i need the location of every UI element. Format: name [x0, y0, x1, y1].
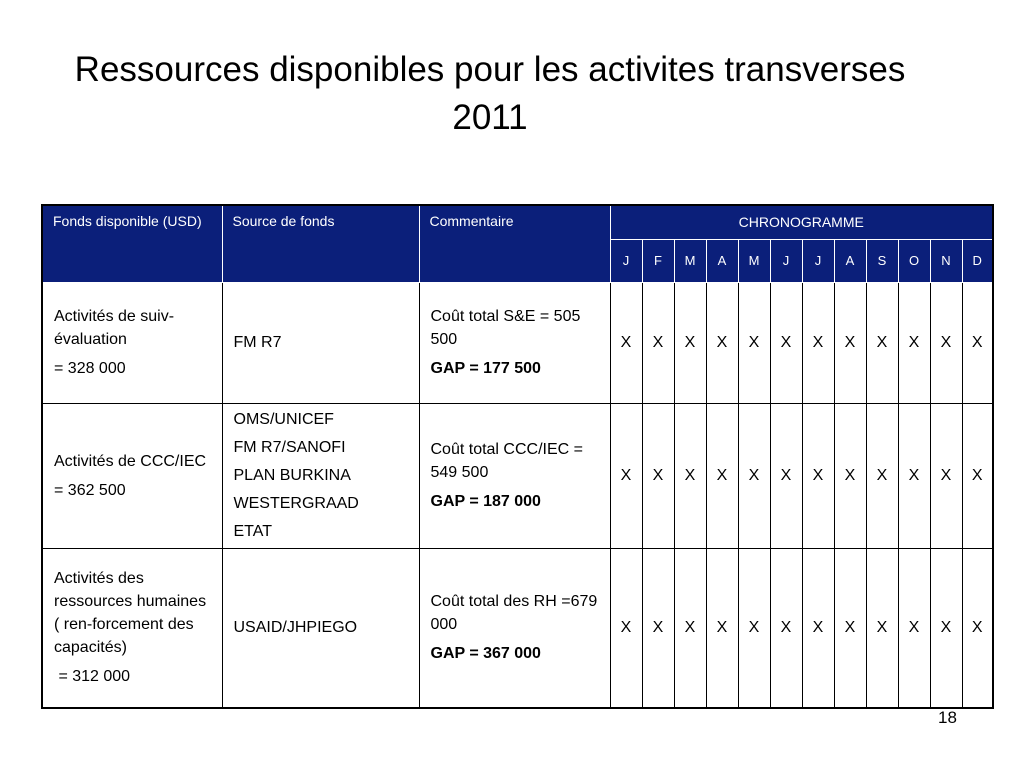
gap-value: GAP = 367 000: [430, 645, 541, 663]
month-mark: X: [770, 548, 802, 708]
source-cell: [222, 403, 419, 548]
month-mark: X: [866, 282, 898, 403]
comment-cell: [419, 548, 610, 708]
month-mark: X: [898, 282, 930, 403]
month-mark: X: [898, 548, 930, 708]
comment-cell: [419, 282, 610, 403]
table-row: [42, 282, 993, 403]
comment-text: Coût total des RH =679 000: [430, 593, 598, 634]
month-mark: X: [642, 403, 674, 548]
header-fonds: Fonds disponible (USD): [42, 205, 222, 282]
month-mark: X: [962, 403, 993, 548]
fonds-cell: [42, 548, 222, 708]
month-mark: X: [962, 282, 993, 403]
month-mark: X: [834, 282, 866, 403]
month-mark: X: [898, 403, 930, 548]
comment-text: Coût total S&E = 505 500: [430, 308, 581, 348]
source-item: USAID/JHPIEGO: [233, 619, 358, 637]
month-mark: X: [866, 548, 898, 708]
month-mark: X: [642, 282, 674, 403]
month-mark: X: [706, 282, 738, 403]
month-mark: X: [674, 282, 706, 403]
resources-table-container: [41, 204, 994, 709]
month-mark: X: [802, 282, 834, 403]
month-header: D: [962, 239, 993, 282]
header-commentaire: Commentaire: [419, 205, 610, 282]
header-source: Source de fonds: [222, 205, 419, 282]
month-header: S: [866, 239, 898, 282]
month-header: J: [770, 239, 802, 282]
table-row: [42, 548, 993, 708]
month-header: J: [802, 239, 834, 282]
month-header: A: [706, 239, 738, 282]
fonds-amount: = 328 000: [54, 360, 126, 377]
month-mark: X: [674, 548, 706, 708]
source-cell: [222, 282, 419, 403]
month-mark: X: [930, 403, 962, 548]
source-item: ETAT: [233, 522, 273, 540]
source-item: FM R7: [233, 334, 282, 351]
fonds-amount: = 362 500: [54, 481, 126, 499]
month-header: N: [930, 239, 962, 282]
month-mark: X: [674, 403, 706, 548]
month-header: A: [834, 239, 866, 282]
slide-title-line-1: Ressources disponibles pour les activites transverses: [74, 50, 906, 89]
table-row: [42, 403, 993, 548]
month-mark: X: [610, 548, 642, 708]
month-mark: X: [642, 548, 674, 708]
month-mark: X: [930, 282, 962, 403]
month-mark: X: [930, 548, 962, 708]
fonds-label: Activités de CCC/IEC: [54, 452, 207, 470]
month-header: F: [642, 239, 674, 282]
month-header: M: [674, 239, 706, 282]
month-mark: X: [802, 548, 834, 708]
slide-title: [0, 46, 980, 142]
month-mark: X: [610, 403, 642, 548]
source-item: PLAN BURKINA: [233, 466, 351, 484]
source-cell: [222, 548, 419, 708]
fonds-label: Activités des ressources humaines ( ren-forcement des capacités): [54, 570, 207, 657]
month-header: O: [898, 239, 930, 282]
month-mark: X: [770, 403, 802, 548]
month-mark: X: [706, 548, 738, 708]
month-header: J: [610, 239, 642, 282]
month-mark: X: [770, 282, 802, 403]
month-mark: X: [738, 403, 770, 548]
comment-cell: [419, 403, 610, 548]
header-chronogramme: CHRONOGRAMME: [610, 205, 993, 239]
month-mark: X: [738, 282, 770, 403]
gap-value: GAP = 187 000: [430, 493, 541, 510]
fonds-cell: [42, 403, 222, 548]
gap-value: GAP = 177 500: [430, 360, 541, 377]
comment-text: Coût total CCC/IEC = 549 500: [430, 441, 583, 481]
month-mark: X: [610, 282, 642, 403]
month-mark: X: [962, 548, 993, 708]
page-number: 18: [938, 708, 957, 727]
source-item: FM R7/SANOFI: [233, 438, 346, 456]
source-item: WESTERGRAAD: [233, 494, 359, 512]
month-mark: X: [866, 403, 898, 548]
month-mark: X: [834, 403, 866, 548]
month-mark: X: [706, 403, 738, 548]
source-item: OMS/UNICEF: [233, 410, 334, 428]
slide-title-line-2: 2011: [452, 98, 528, 137]
resources-table: [41, 204, 994, 709]
fonds-cell: [42, 282, 222, 403]
month-mark: X: [834, 548, 866, 708]
month-mark: X: [802, 403, 834, 548]
month-mark: X: [738, 548, 770, 708]
fonds-amount: = 312 000: [54, 668, 131, 686]
month-header: M: [738, 239, 770, 282]
fonds-label: Activités de suiv-évaluation: [54, 308, 175, 348]
